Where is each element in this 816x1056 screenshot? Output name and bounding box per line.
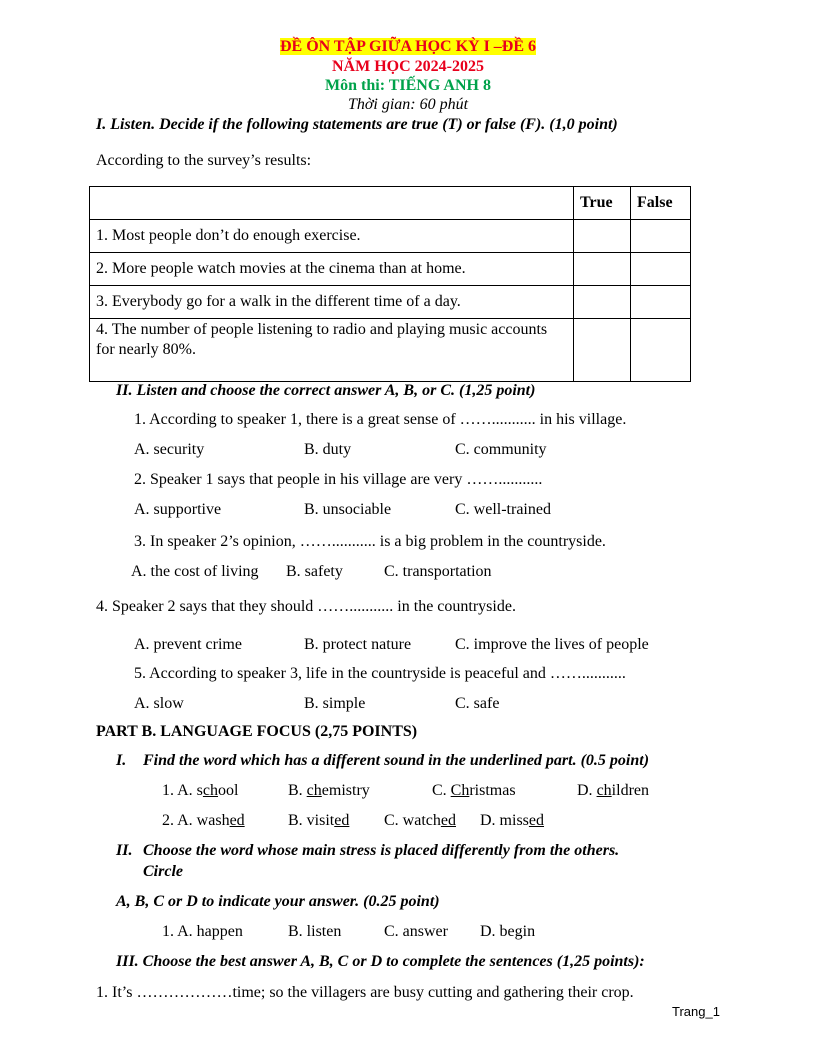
table-row (90, 286, 691, 319)
answer-false-4[interactable] (631, 319, 691, 382)
part-b-2-heading-line1: Choose the word whose main stress is placed differently from the others. (143, 842, 620, 859)
pron-q1-option-d[interactable] (577, 782, 649, 800)
answer-true-1[interactable] (574, 220, 631, 253)
statement-3: 3. Everybody go for a walk in the different time of a day. (90, 286, 574, 319)
table-header-blank (90, 187, 574, 220)
option-text: B. (288, 782, 307, 799)
duration: Thời gian: 60 phút (347, 96, 469, 113)
option-text: A. wash (177, 812, 230, 829)
pron-q1-option-c[interactable] (432, 782, 516, 800)
underlined-part: ch (596, 782, 612, 799)
table-row (90, 220, 691, 253)
option-text: ristmas (469, 782, 516, 799)
option-text: C. (432, 782, 451, 799)
question-2-stem: 2. Speaker 1 says that people in his village are very ……........... (134, 471, 543, 488)
option-text: ool (218, 782, 239, 799)
q4-option-c[interactable]: C. improve the lives of people (455, 636, 649, 653)
underlined-part: ed (528, 812, 545, 829)
part-b-2-number: II. (116, 842, 133, 859)
pron-q1-number: 1. (162, 782, 174, 799)
stress-q1-option-b[interactable]: B. listen (288, 923, 342, 940)
part-b-3-heading: III. Choose the best answer A, B, C or D to complete the sentences (1,25 points): (116, 953, 645, 970)
section-2-heading: II. Listen and choose the correct answer A, B, or C. (1,25 point) (116, 382, 536, 399)
option-text: emistry (321, 782, 370, 799)
stress-q1-option-a[interactable]: 1. A. happen (162, 923, 243, 940)
answer-true-4[interactable] (574, 319, 631, 382)
answer-false-3[interactable] (631, 286, 691, 319)
pron-q2-option-a[interactable] (162, 812, 245, 830)
part-b-2-heading-line3: A, B, C or D to indicate your answer. (0.25 point) (116, 893, 440, 910)
part-b-1-number: I. (116, 752, 127, 769)
q4-option-a[interactable]: A. prevent crime (134, 636, 242, 653)
q3-option-b[interactable]: B. safety (286, 563, 343, 580)
option-text: B. visit (288, 812, 335, 829)
exam-title: ĐỀ ÔN TẬP GIỮA HỌC KỲ I –ĐỀ 6 (279, 38, 537, 55)
pron-q1-option-a[interactable] (162, 782, 238, 800)
answer-false-1[interactable] (631, 220, 691, 253)
page-number: Trang_1 (672, 1004, 720, 1019)
column-true: True (574, 187, 631, 220)
table-row (90, 319, 691, 382)
option-text: D. (577, 782, 597, 799)
answer-true-3[interactable] (574, 286, 631, 319)
pron-q1-option-b[interactable] (288, 782, 370, 800)
statement-2: 2. More people watch movies at the cinema than at home. (90, 253, 574, 286)
part-b-heading: PART B. LANGUAGE FOCUS (2,75 POINTS) (96, 723, 418, 740)
underlined-part: ch (202, 782, 219, 799)
stress-q1-option-d[interactable]: D. begin (480, 923, 536, 940)
pron-q2-option-b[interactable] (288, 812, 349, 830)
q5-option-a[interactable]: A. slow (134, 695, 184, 712)
q1-option-b[interactable]: B. duty (304, 441, 352, 458)
option-text: A. s (177, 782, 203, 799)
table-header-row (90, 187, 691, 220)
pron-q2-option-d[interactable] (480, 812, 544, 830)
underlined-part: Ch (450, 782, 470, 799)
part-b-1-heading: Find the word which has a different sound in the underlined part. (0.5 point) (143, 752, 650, 769)
q2-option-c[interactable]: C. well-trained (455, 501, 551, 518)
question-4-stem: 4. Speaker 2 says that they should ……........... in the countryside. (96, 598, 516, 615)
q1-option-a[interactable]: A. security (134, 441, 205, 458)
statement-4: 4. The number of people listening to radio and playing music accounts for nearly 80%. (90, 319, 574, 382)
underlined-part: ed (440, 812, 456, 829)
column-false: False (631, 187, 691, 220)
part-b-2-heading-line2: Circle (143, 863, 183, 880)
true-false-table (89, 186, 691, 382)
table-row (90, 253, 691, 286)
option-text: D. miss (480, 812, 529, 829)
answer-false-2[interactable] (631, 253, 691, 286)
underlined-part: ch (306, 782, 322, 799)
q3-option-c[interactable]: C. transportation (384, 563, 492, 580)
grammar-question-1: 1. It’s ………………time; so the villagers are busy cutting and gathering their crop. (96, 984, 634, 1001)
section-1-intro: According to the survey’s results: (96, 152, 312, 169)
q4-option-b[interactable]: B. protect nature (304, 636, 412, 653)
answer-true-2[interactable] (574, 253, 631, 286)
pron-q2-number: 2. (162, 812, 174, 829)
question-3-stem: 3. In speaker 2’s opinion, ……........... is a big problem in the countryside. (134, 533, 606, 550)
section-1-heading: I. Listen. Decide if the following statements are true (T) or false (F). (1,0 point) (96, 116, 618, 133)
option-text: C. watch (384, 812, 441, 829)
q5-option-c[interactable]: C. safe (455, 695, 500, 712)
question-5-stem: 5. According to speaker 3, life in the countryside is peaceful and ……........... (134, 665, 626, 682)
q2-option-b[interactable]: B. unsociable (304, 501, 392, 518)
question-1-stem: 1. According to speaker 1, there is a great sense of ……........... in his village. (134, 411, 627, 428)
underlined-part: ed (229, 812, 245, 829)
q3-option-a[interactable]: A. the cost of living (131, 563, 259, 580)
underlined-part: ed (334, 812, 350, 829)
q1-option-c[interactable]: C. community (455, 441, 547, 458)
q5-option-b[interactable]: B. simple (304, 695, 366, 712)
option-text: ildren (611, 782, 649, 799)
pron-q2-option-c[interactable] (384, 812, 456, 830)
statement-1: 1. Most people don’t do enough exercise. (90, 220, 574, 253)
q2-option-a[interactable]: A. supportive (134, 501, 222, 518)
school-year: NĂM HỌC 2024-2025 (332, 58, 484, 75)
stress-q1-option-c[interactable]: C. answer (384, 923, 448, 940)
subject: Môn thi: TIẾNG ANH 8 (325, 77, 491, 94)
